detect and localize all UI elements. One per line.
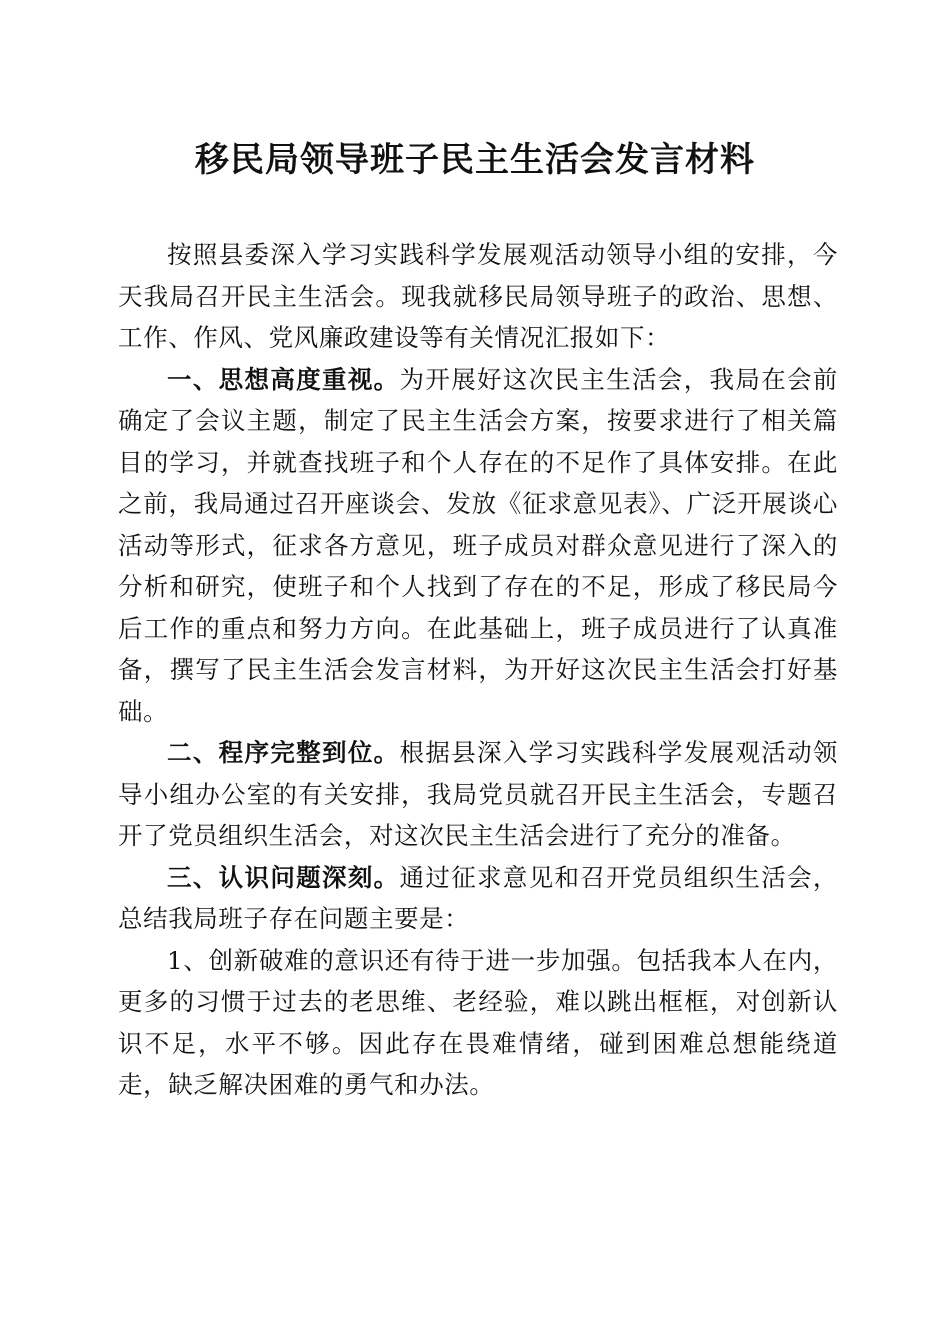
section-3-text: 通过征求意见和召开党员组织生活会，总结我局班子存在问题主要是： (118, 862, 838, 933)
document-body (118, 234, 838, 1106)
section-2-heading: 二、程序完整到位。 (167, 738, 400, 767)
section-3-heading: 三、认识问题深刻。 (167, 862, 400, 892)
section-2-paragraph (118, 732, 838, 857)
intro-paragraph: 按照县委深入学习实践科学发展观活动领导小组的安排，今天我局召开民主生活会。现我就移民局领导班子的政治、思想、工作、作风、党风廉政建设等有关情况汇报如下： (118, 240, 838, 352)
section-3-paragraph (118, 857, 838, 940)
item-1-paragraph: 1、创新破难的意识还有待于进一步加强。包括我本人在内，更多的习惯于过去的老思维、老经验，难以跳出框框，对创新认识不足，水平不够。因此存在畏难情绪，碰到困难总想能绕道走，缺乏解决困难的勇气和办法。 (118, 945, 838, 1099)
section-1-paragraph (118, 359, 838, 733)
page-title: 移民局领导班子民主生活会发言材料 (195, 140, 755, 180)
section-2-text: 根据县深入学习实践科学发展观活动领导小组办公室的有关安排，我局党员就召开民主生活会，专题召开了党员组织生活会，对这次民主生活会进行了充分的准备。 (118, 738, 838, 850)
section-1-text: 为开展好这次民主生活会，我局在会前确定了会议主题，制定了民主生活会方案，按要求进行了相关篇目的学习，并就查找班子和个人存在的不足作了具体安排。在此之前，我局通过召开座谈会、发放《征求意见表》、广泛开展谈心活动等形式，征求各方意见，班子成员对群众意见进行了深入的分析和研究，使班子和个人找到了存在的不足，形成了移民局今后工作的重点和努力方向。在此基础上，班子成员进行了认真准备，撰写了民主生活会发言材料，为开好这次民主生活会打好基础。 (118, 364, 838, 726)
section-1-heading: 一、思想高度重视。 (167, 364, 400, 394)
